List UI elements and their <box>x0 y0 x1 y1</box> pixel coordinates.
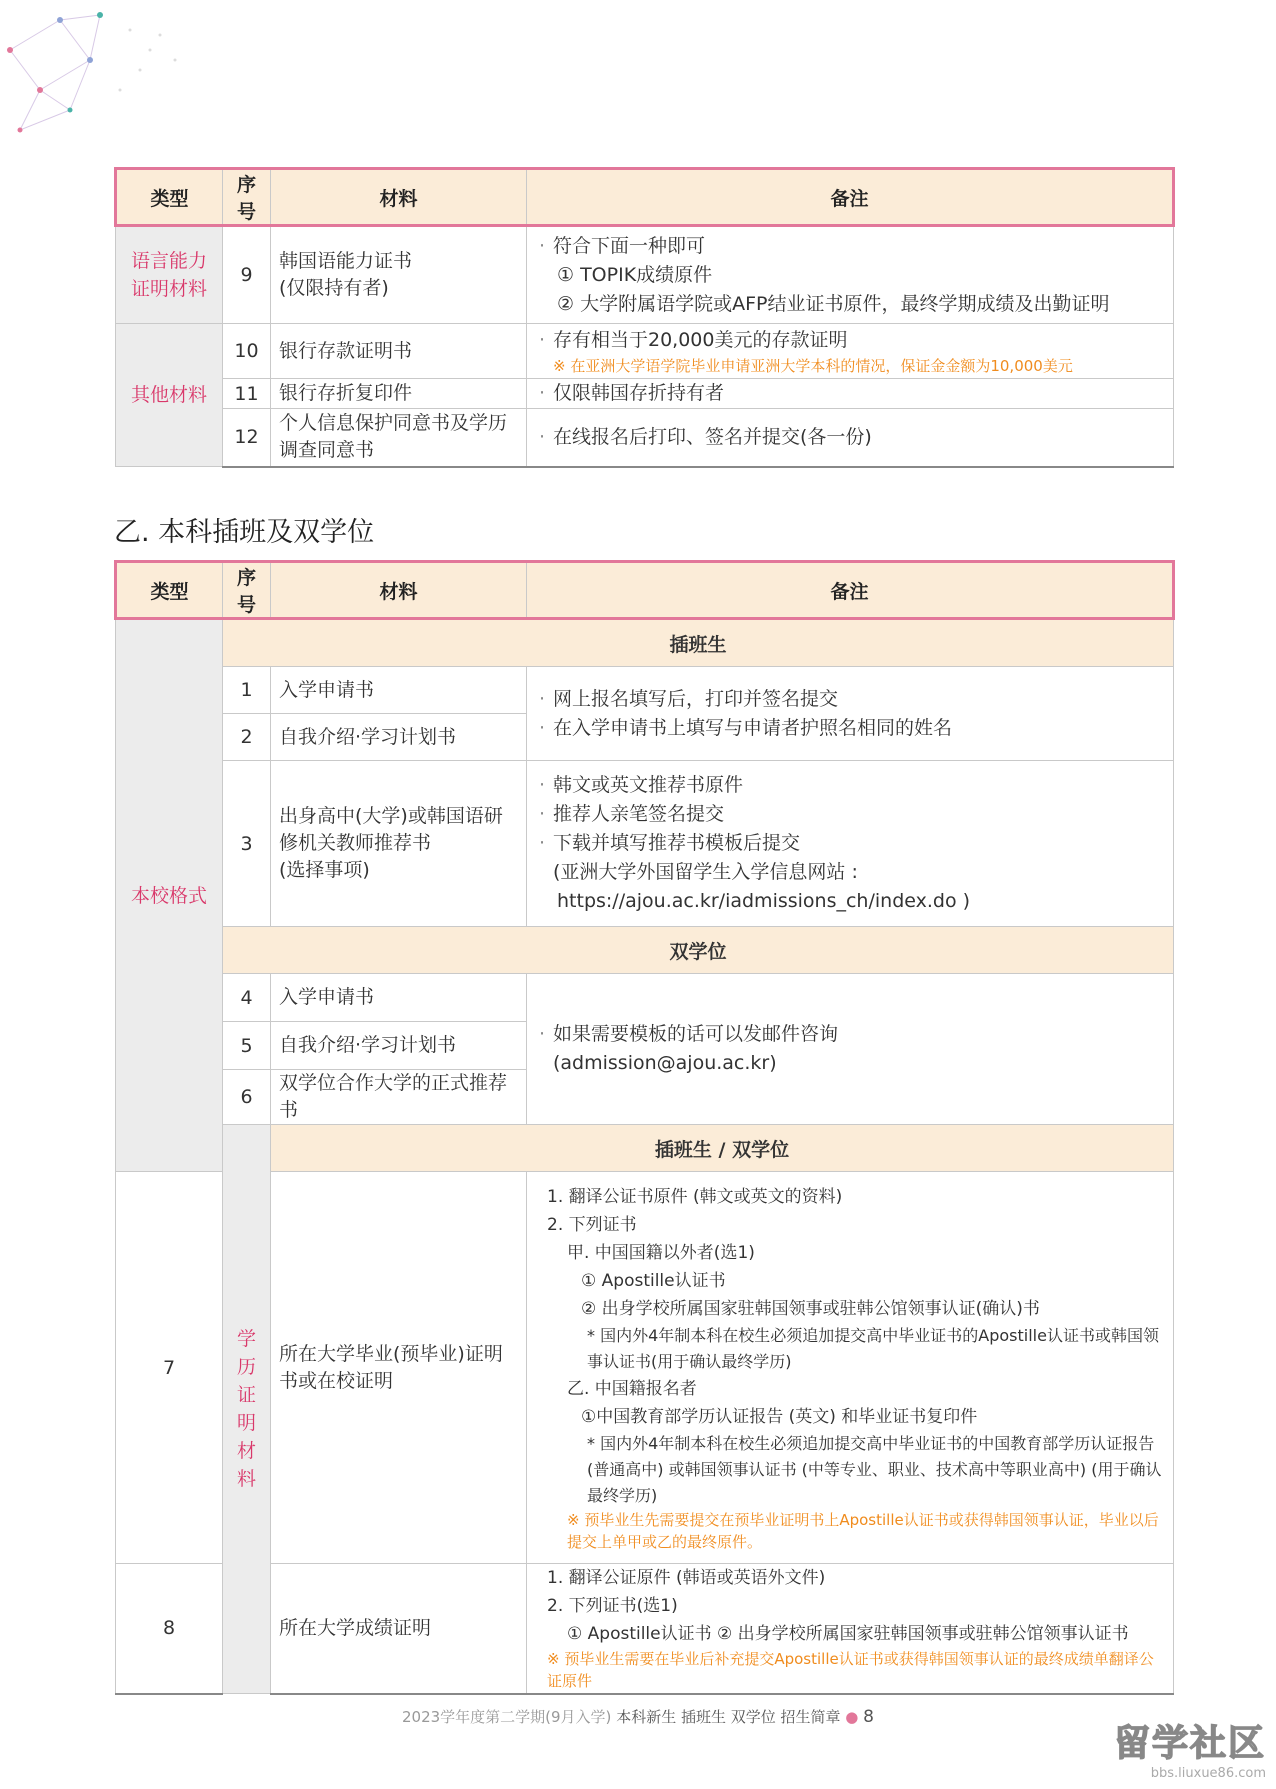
remark-line: ② 出身学校所属国家驻韩国领事或驻韩公馆领事认证(确认)书 <box>581 1298 1040 1319</box>
material-cell: 入学申请书 <box>271 667 527 714</box>
num-cell: 5 <box>223 1022 271 1070</box>
remark-line: ① Apostille认证书 <box>581 1270 726 1291</box>
table-row <box>116 226 1174 324</box>
type-cell: 本校格式 <box>116 619 223 1172</box>
table-row <box>116 974 1174 1022</box>
footer-dot-icon: ● <box>845 1708 859 1726</box>
material-cell: 银行存款证明书 <box>271 324 527 379</box>
remark-line: · 下载并填写推荐书模板后提交 <box>539 829 1165 858</box>
remark-cell <box>527 1564 1174 1694</box>
material-cell: 自我介绍·学习计划书 <box>271 714 527 761</box>
num-cell: 2 <box>223 714 271 761</box>
remark-line: · 存有相当于20,000美元的存款证明 <box>539 326 1165 355</box>
remark-line: ① TOPIK成绩原件 <box>557 263 713 286</box>
remark-line: · 网上报名填写后，打印并签名提交 <box>539 685 1165 714</box>
table-row <box>116 761 1174 927</box>
remark-cell <box>527 409 1174 467</box>
remark-line: 2. 下列证书 <box>547 1214 637 1235</box>
material-cell: 出身高中(大学)或韩国语研修机关教师推荐书 (选择事项) <box>271 761 527 927</box>
table-row <box>116 619 1174 667</box>
remark-cell <box>527 761 1174 927</box>
remark-note: * 国内外4年制本科在校生必须追加提交高中毕业证书的中国教育部学历认证报告 (普通高中) 或韩国领事认证书 (中等专业、职业、技术高中等职业高中) (用于确认最终学历) <box>587 1433 1162 1505</box>
footer-title: 本科新生 插班生 双学位 招生简章 <box>616 1708 841 1726</box>
type-cell: 语言能力证明材料 <box>116 226 223 324</box>
table-row <box>116 667 1174 714</box>
remark-cell <box>527 379 1174 409</box>
table-header <box>116 562 1174 619</box>
remark-cell <box>527 324 1174 379</box>
remark-line: (亚洲大学外国留学生入学信息网站 : <box>553 861 858 883</box>
remark-line: · 在入学申请书上填写与申请者护照名相同的姓名 <box>539 714 1165 743</box>
table-row <box>116 409 1174 467</box>
num-cell: 1 <box>223 667 271 714</box>
subheader-transfer-double: 插班生 / 双学位 <box>271 1125 1174 1172</box>
num-cell: 6 <box>223 1070 271 1125</box>
remark-warning: ※ 预毕业生需要在毕业后补充提交Apostille认证书或获得韩国领事认证的最终成绩单翻译公证原件 <box>547 1650 1154 1691</box>
table-header <box>116 169 1174 226</box>
header-num: 序号 <box>223 169 271 226</box>
remark-line: 甲. 中国国籍以外者(选1) <box>567 1242 755 1263</box>
remark-line: · 符合下面一种即可 <box>539 232 1165 261</box>
num-cell: 10 <box>223 324 271 379</box>
remark-line: · 在线报名后打印、签名并提交(各一份) <box>539 423 1165 452</box>
material-cell: 所在大学成绩证明 <box>271 1564 527 1694</box>
table-row <box>116 927 1174 974</box>
remark-line: 2. 下列证书(选1) <box>547 1596 678 1617</box>
section-title: 乙. 本科插班及双学位 <box>114 517 375 548</box>
header-remark: 备注 <box>527 169 1174 226</box>
num-cell: 3 <box>223 761 271 927</box>
remark-line: 1. 翻译公证原件 (韩语或英语外文件) <box>547 1568 826 1589</box>
header-material: 材料 <box>271 562 527 619</box>
header-material: 材料 <box>271 169 527 226</box>
remark-line: ② 大学附属语学院或AFP结业证书原件，最终学期成绩及出勤证明 <box>557 292 1110 315</box>
material-cell: 所在大学毕业(预毕业)证明书或在校证明 <box>271 1172 527 1564</box>
remark-cell <box>527 667 1174 761</box>
remark-line: · 如果需要模板的话可以发邮件咨询 <box>539 1020 1165 1049</box>
remark-line: · 韩文或英文推荐书原件 <box>539 771 1165 800</box>
remark-cell <box>527 1172 1174 1564</box>
num-cell: 8 <box>116 1564 223 1694</box>
num-cell: 4 <box>223 974 271 1022</box>
material-cell: 韩国语能力证书 (仅限持有者) <box>271 226 527 324</box>
type-cell: 其他材料 <box>116 324 223 467</box>
type-cell: 学历证明材料 <box>223 1125 271 1694</box>
materials-table-1 <box>114 167 1175 468</box>
material-cell: 双学位合作大学的正式推荐书 <box>271 1070 527 1125</box>
subheader-transfer: 插班生 <box>223 619 1174 667</box>
watermark-url: bbs.liuxue86.com <box>1150 1766 1266 1781</box>
material-cell: 自我介绍·学习计划书 <box>271 1022 527 1070</box>
table-row <box>116 379 1174 409</box>
remark-line: 乙. 中国籍报名者 <box>567 1378 697 1399</box>
header-type: 类型 <box>116 562 223 619</box>
num-cell: 9 <box>223 226 271 324</box>
material-cell: 个人信息保护同意书及学历调查同意书 <box>271 409 527 467</box>
header-remark: 备注 <box>527 562 1174 619</box>
remark-warning: ※ 预毕业生先需要提交在预毕业证明书上Apostille认证书或获得韩国领事认证，毕业以后提交上单甲或乙的最终原件。 <box>567 1510 1159 1551</box>
table-row <box>116 324 1174 379</box>
remark-note: ※ 在亚洲大学语学院毕业申请亚洲大学本科的情况，保证金金额为10,000美元 <box>553 356 1073 375</box>
header-num: 序号 <box>223 562 271 619</box>
num-cell: 7 <box>116 1172 223 1564</box>
email-link: (admission@ajou.ac.kr) <box>553 1052 777 1074</box>
remark-cell <box>527 974 1174 1125</box>
remark-line: ①中国教育部学历认证报告 (英文) 和毕业证书复印件 <box>581 1406 978 1427</box>
header-type: 类型 <box>116 169 223 226</box>
num-cell: 11 <box>223 379 271 409</box>
watermark-logo: 留学社区 <box>1113 1723 1266 1764</box>
remark-line: ① Apostille认证书 ② 出身学校所属国家驻韩国领事或驻韩公馆领事认证书 <box>567 1624 1129 1645</box>
network-decoration <box>0 0 240 150</box>
table-row <box>116 1564 1174 1694</box>
remark-cell <box>527 226 1174 324</box>
material-cell: 银行存折复印件 <box>271 379 527 409</box>
materials-table-2 <box>114 560 1174 1695</box>
material-cell: 入学申请书 <box>271 974 527 1022</box>
remark-line: 1. 翻译公证书原件 (韩文或英文的资料) <box>547 1186 843 1207</box>
remark-line: · 推荐人亲笔签名提交 <box>539 800 1165 829</box>
table-row <box>116 1172 1174 1564</box>
subheader-double: 双学位 <box>223 927 1174 974</box>
website-link: https://ajou.ac.kr/iadmissions_ch/index.do ) <box>557 890 971 912</box>
footer-prefix: 2023学年度第二学期(9月入学) <box>401 1708 612 1726</box>
remark-line: · 仅限韩国存折持有者 <box>539 379 1165 408</box>
page-number: 8 <box>863 1707 874 1727</box>
remark-note: * 国内外4年制本科在校生必须追加提交高中毕业证书的Apostille认证书或韩国领事认证书(用于确认最终学历) <box>587 1325 1159 1371</box>
num-cell: 12 <box>223 409 271 467</box>
watermark <box>1114 1715 1266 1781</box>
table-row <box>116 1125 1174 1172</box>
page-footer <box>0 1706 1276 1727</box>
